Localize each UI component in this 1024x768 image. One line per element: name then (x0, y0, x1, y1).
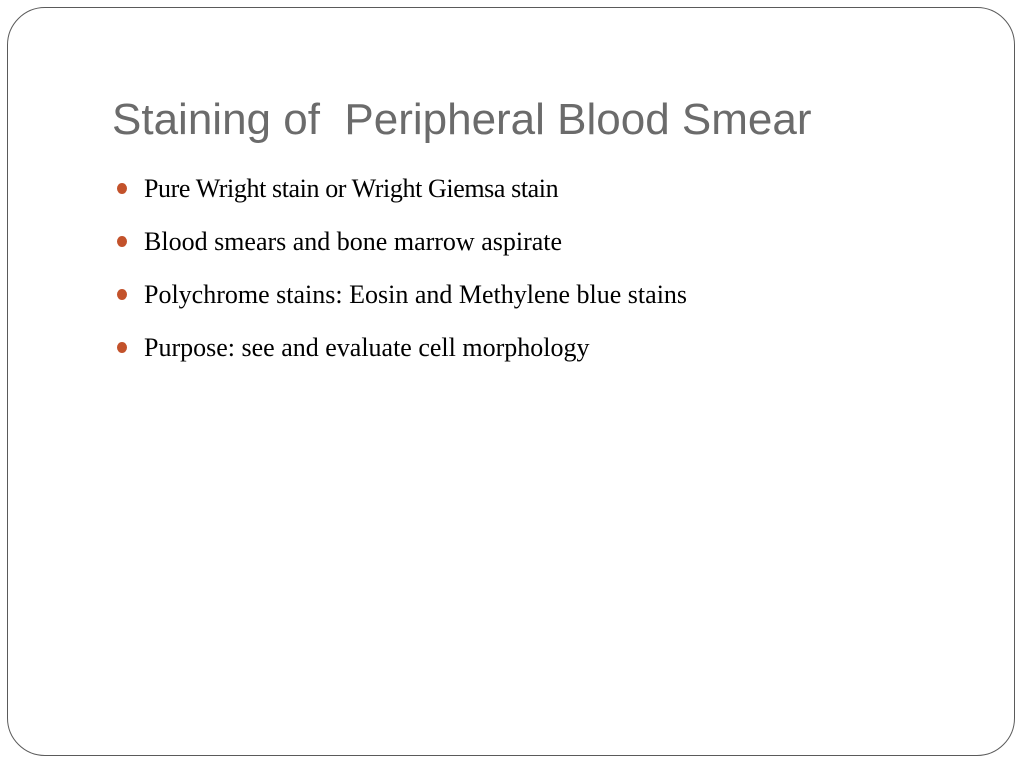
bullet-list (112, 166, 972, 378)
bullet-item (112, 325, 972, 378)
bullet-text: Purpose: see and evaluate cell morphology (144, 333, 590, 362)
bullet-item (112, 272, 972, 325)
bullet-dot-icon (117, 183, 127, 194)
bullet-item (112, 219, 972, 272)
bullet-text: Blood smears and bone marrow aspirate (144, 227, 563, 256)
bullet-text: Pure Wright stain or Wright Giemsa stain (144, 174, 559, 203)
bullet-dot-icon (117, 342, 127, 353)
bullet-text: Polychrome stains: Eosin and Methylene blue stains (144, 280, 688, 309)
slide-title: Staining of Peripheral Blood Smear (112, 95, 812, 144)
bullet-dot-icon (117, 236, 127, 247)
bullet-item (112, 166, 972, 219)
bullet-dot-icon (117, 289, 127, 300)
